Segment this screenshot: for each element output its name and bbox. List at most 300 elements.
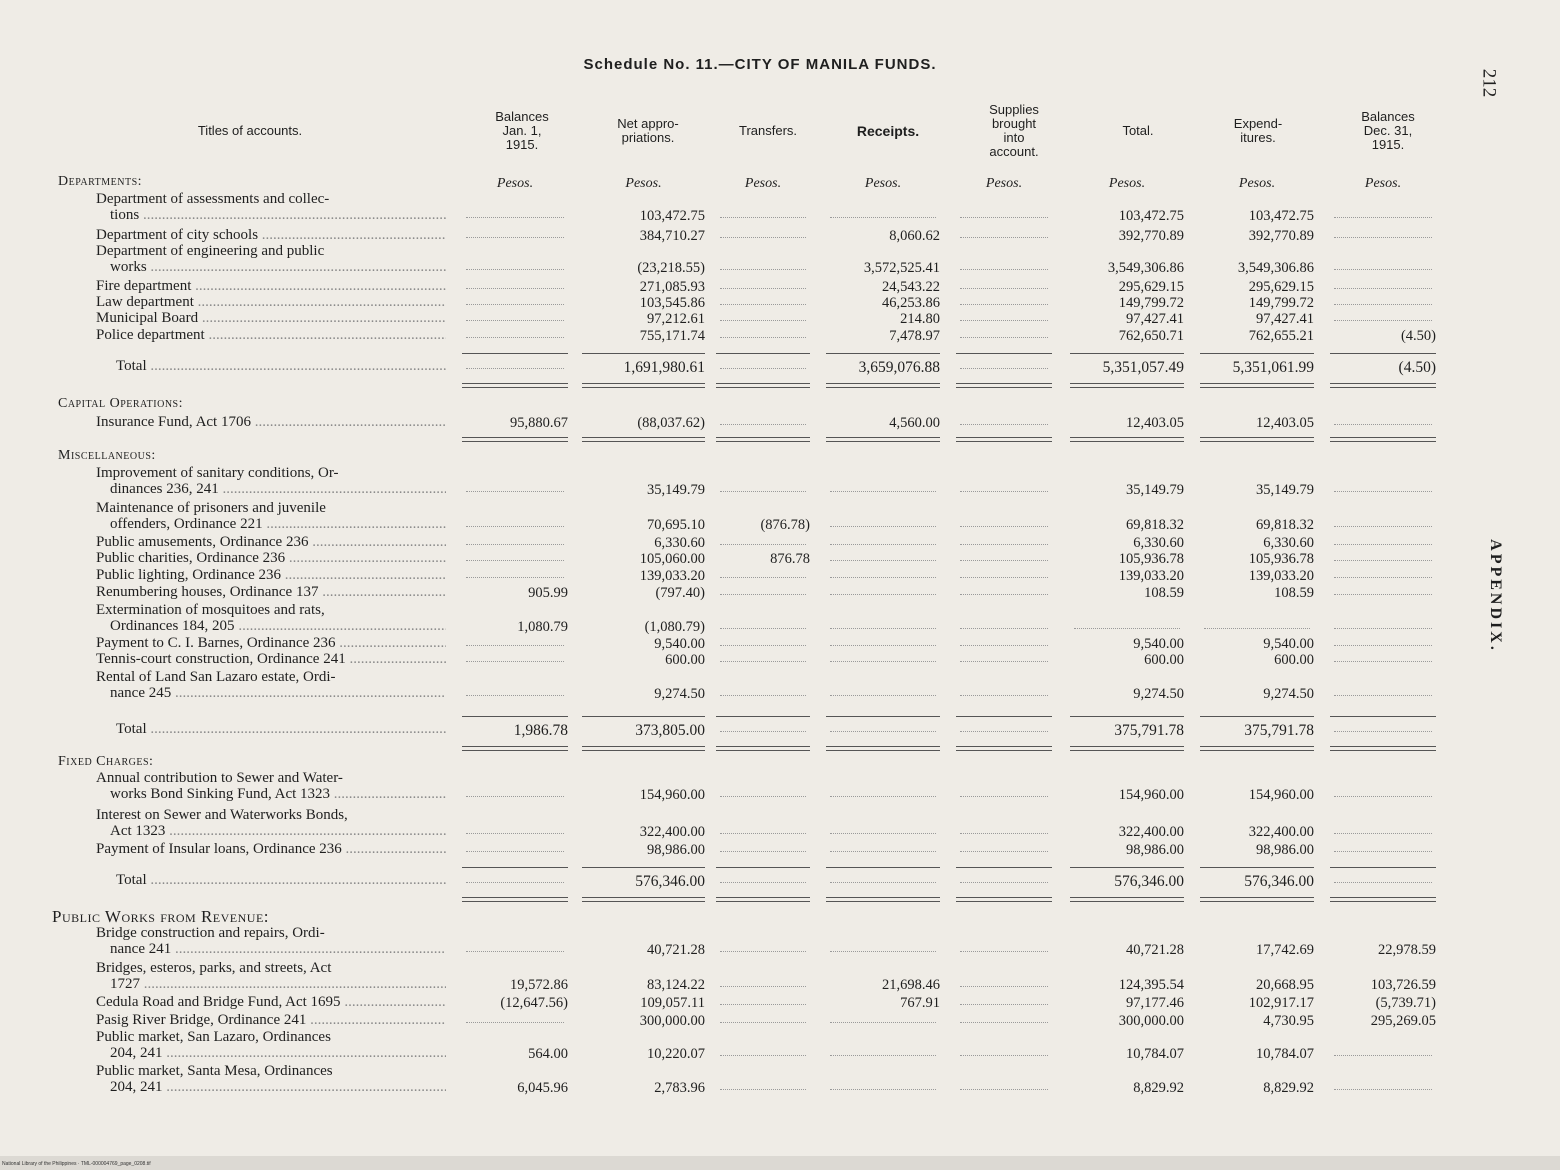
- amount-cell: 10,784.07: [1256, 1046, 1314, 1062]
- leader-dots: [1334, 731, 1432, 732]
- leader-dots: [960, 882, 1048, 883]
- amount-cell: 154,960.00: [1248, 787, 1314, 803]
- section-double-rule: [1070, 437, 1184, 442]
- leader-dots: [720, 731, 806, 732]
- total-double-rule: [1330, 746, 1436, 751]
- leader-dots: [830, 1022, 936, 1023]
- account-title: Public lighting, Ordinance 236 .....: [96, 568, 446, 583]
- total-rule: [826, 353, 940, 354]
- total-double-rule: [582, 746, 705, 751]
- leader-dots: [960, 986, 1048, 987]
- leader-dots: [830, 491, 936, 492]
- amount-cell: 9,274.50: [1263, 686, 1314, 702]
- account-title: works Bond Sinking Fund, Act 1323 .....: [110, 787, 446, 802]
- unit-label: Pesos.: [744, 176, 782, 191]
- leader-dots: [466, 695, 564, 696]
- leader-dots: [466, 951, 564, 952]
- page-title: Schedule No. 11.—CITY OF MANILA FUNDS.: [583, 56, 937, 73]
- amount-cell: 1,986.78: [513, 722, 568, 739]
- section-departments: Departments:: [58, 174, 143, 189]
- leader-dots: [960, 269, 1048, 270]
- account-title: Payment to C. I. Barnes, Ordinance 236 .....: [96, 636, 446, 651]
- amount-cell: 322,400.00: [1118, 824, 1184, 840]
- amount-cell: 9,274.50: [654, 686, 705, 702]
- account-title: Public amusements, Ordinance 236 .....: [96, 535, 446, 550]
- amount-cell: 69,818.32: [1126, 517, 1184, 533]
- leader-dots: [830, 796, 936, 797]
- leader-dots: [720, 986, 806, 987]
- section-double-rule: [826, 437, 940, 442]
- amount-cell: 576,346.00: [635, 873, 705, 890]
- amount-cell: 3,549,306.86: [1237, 260, 1314, 276]
- page-number: 212: [1478, 68, 1500, 98]
- account-title: works .....: [110, 260, 446, 275]
- leader-dots: [720, 217, 806, 218]
- leader-dots: [466, 882, 564, 883]
- amount-cell: 295,629.15: [1118, 279, 1184, 295]
- leader-dots: [720, 695, 806, 696]
- amount-cell: 95,880.67: [510, 415, 568, 431]
- leader-dots: [960, 577, 1048, 578]
- amount-cell: 3,572,525.41: [863, 260, 940, 276]
- total-double-rule: [1330, 897, 1436, 902]
- amount-cell: 6,045.96: [517, 1080, 568, 1096]
- account-title: Pasig River Bridge, Ordinance 241 .....: [96, 1013, 446, 1028]
- account-title: Tennis-court construction, Ordinance 241 .....: [96, 652, 446, 667]
- total-rule: [716, 716, 810, 717]
- total-rule: [462, 867, 568, 868]
- leader-dots: [720, 833, 806, 834]
- account-title: Insurance Fund, Act 1706 .....: [96, 415, 446, 430]
- amount-cell: 139,033.20: [1248, 568, 1314, 584]
- leader-dots: [960, 288, 1048, 289]
- account-title: Maintenance of prisoners and juvenile: [96, 501, 326, 516]
- amount-cell: (797.40): [655, 585, 705, 601]
- scan-bottom-strip: [0, 1156, 1560, 1170]
- amount-cell: (876.78): [760, 517, 810, 533]
- unit-label: Pesos.: [496, 176, 534, 191]
- amount-cell: 373,805.00: [635, 722, 705, 739]
- total-rule: [716, 353, 810, 354]
- leader-dots: [1334, 833, 1432, 834]
- amount-cell: 103,472.75: [639, 208, 705, 224]
- amount-cell: 97,427.41: [1126, 311, 1184, 327]
- account-title: Department of city schools .....: [96, 228, 446, 243]
- total-rule: [462, 716, 568, 717]
- total-rule: [1330, 353, 1436, 354]
- leader-dots: [960, 560, 1048, 561]
- total-rule: [1200, 716, 1314, 717]
- amount-cell: 70,695.10: [647, 517, 705, 533]
- amount-cell: 762,655.21: [1248, 328, 1314, 344]
- leader-dots: [720, 491, 806, 492]
- leader-dots: [960, 526, 1048, 527]
- leader-dots: [720, 594, 806, 595]
- total-double-rule: [1200, 746, 1314, 751]
- total-double-rule: [1070, 746, 1184, 751]
- leader-dots: [466, 833, 564, 834]
- amount-cell: 3,549,306.86: [1107, 260, 1184, 276]
- leader-dots: [830, 833, 936, 834]
- amount-cell: 105,936.78: [1248, 551, 1314, 567]
- leader-dots: [830, 628, 936, 629]
- amount-cell: 295,629.15: [1248, 279, 1314, 295]
- amount-cell: 17,742.69: [1256, 942, 1314, 958]
- account-title: 204, 241 .....: [110, 1080, 446, 1095]
- total-rule: [582, 353, 705, 354]
- amount-cell: 5,351,057.49: [1102, 359, 1184, 376]
- account-title: Municipal Board .....: [96, 311, 446, 326]
- amount-cell: 3,659,076.88: [858, 359, 940, 376]
- leader-dots: [720, 1022, 806, 1023]
- amount-cell: 6,330.60: [654, 535, 705, 551]
- amount-cell: 564.00: [528, 1046, 568, 1062]
- header-expenditures: Expend- itures.: [1233, 116, 1283, 145]
- leader-dots: [830, 1089, 936, 1090]
- leader-dots: [960, 217, 1048, 218]
- unit-label: Pesos.: [1108, 176, 1146, 191]
- total-double-rule: [582, 897, 705, 902]
- amount-cell: 22,978.59: [1378, 942, 1436, 958]
- leader-dots: [1334, 645, 1432, 646]
- leader-dots: [720, 882, 806, 883]
- amount-cell: 9,540.00: [1263, 636, 1314, 652]
- amount-cell: 322,400.00: [639, 824, 705, 840]
- amount-cell: 40,721.28: [1126, 942, 1184, 958]
- leader-dots: [720, 1089, 806, 1090]
- leader-dots: [1334, 695, 1432, 696]
- leader-dots: [720, 1055, 806, 1056]
- amount-cell: 21,698.46: [882, 977, 940, 993]
- leader-dots: [720, 424, 806, 425]
- leader-dots: [1074, 628, 1180, 629]
- amount-cell: 9,540.00: [1133, 636, 1184, 652]
- total-double-rule: [956, 746, 1052, 751]
- amount-cell: 1,691,980.61: [623, 359, 705, 376]
- leader-dots: [720, 337, 806, 338]
- amount-cell: 40,721.28: [647, 942, 705, 958]
- account-title: Police department .....: [96, 328, 446, 343]
- unit-label: Pesos.: [625, 176, 662, 191]
- amount-cell: 97,427.41: [1256, 311, 1314, 327]
- leader-dots: [466, 796, 564, 797]
- amount-cell: 767.91: [900, 995, 940, 1011]
- total-rule: [1070, 716, 1184, 717]
- amount-cell: 600.00: [1144, 652, 1184, 668]
- leader-dots: [466, 851, 564, 852]
- section-misc: Miscellaneous:: [58, 448, 156, 463]
- amount-cell: 12,403.05: [1256, 415, 1314, 431]
- total-rule: [716, 867, 810, 868]
- unit-label: Pesos.: [1364, 176, 1402, 191]
- amount-cell: 97,177.46: [1126, 995, 1184, 1011]
- amount-cell: 98,986.00: [1256, 842, 1314, 858]
- account-title: offenders, Ordinance 221 .....: [110, 517, 446, 532]
- total-rule: [956, 867, 1052, 868]
- leader-dots: [466, 491, 564, 492]
- leader-dots: [1334, 628, 1432, 629]
- amount-cell: (23,218.55): [637, 260, 705, 276]
- leader-dots: [830, 526, 936, 527]
- amount-cell: 35,149.79: [1256, 482, 1314, 498]
- amount-cell: 576,346.00: [1114, 873, 1184, 890]
- amount-cell: 375,791.78: [1244, 722, 1314, 739]
- amount-cell: 9,274.50: [1133, 686, 1184, 702]
- total-rule: [462, 353, 568, 354]
- leader-dots: [720, 951, 806, 952]
- leader-dots: [1334, 304, 1432, 305]
- amount-cell: 7,478.97: [889, 328, 940, 344]
- account-title: Improvement of sanitary conditions, Or-: [96, 466, 339, 481]
- leader-dots: [466, 645, 564, 646]
- section-double-rule: [956, 437, 1052, 442]
- total-double-rule: [956, 383, 1052, 388]
- leader-dots: [466, 269, 564, 270]
- amount-cell: 905.99: [528, 585, 568, 601]
- leader-dots: [960, 796, 1048, 797]
- total-rule: [1330, 716, 1436, 717]
- amount-cell: 97,212.61: [647, 311, 705, 327]
- section-double-rule: [1330, 437, 1436, 442]
- total-double-rule: [826, 746, 940, 751]
- section-capital: Capital Operations:: [58, 396, 183, 411]
- account-title: Fire department .....: [96, 279, 446, 294]
- total-double-rule: [1200, 897, 1314, 902]
- leader-dots: [960, 661, 1048, 662]
- amount-cell: 154,960.00: [639, 787, 705, 803]
- leader-dots: [960, 544, 1048, 545]
- account-title: Interest on Sewer and Waterworks Bonds,: [96, 808, 348, 823]
- leader-dots: [720, 544, 806, 545]
- leader-dots: [1334, 526, 1432, 527]
- total-label: Total .....: [116, 359, 446, 374]
- amount-cell: 102,917.17: [1248, 995, 1314, 1011]
- amount-cell: 149,799.72: [1118, 295, 1184, 311]
- amount-cell: (4.50): [1398, 359, 1436, 376]
- amount-cell: 2,783.96: [654, 1080, 705, 1096]
- leader-dots: [830, 661, 936, 662]
- leader-dots: [960, 645, 1048, 646]
- leader-dots: [1334, 851, 1432, 852]
- amount-cell: 103,545.86: [639, 295, 705, 311]
- total-rule: [1330, 867, 1436, 868]
- total-rule: [582, 716, 705, 717]
- amount-cell: 10,220.07: [647, 1046, 705, 1062]
- account-title: Public market, San Lazaro, Ordinances: [96, 1030, 331, 1045]
- leader-dots: [830, 951, 936, 952]
- leader-dots: [720, 661, 806, 662]
- leader-dots: [960, 304, 1048, 305]
- total-rule: [1070, 867, 1184, 868]
- amount-cell: 762,650.71: [1118, 328, 1184, 344]
- amount-cell: 876.78: [770, 551, 810, 567]
- leader-dots: [1334, 320, 1432, 321]
- total-rule: [826, 716, 940, 717]
- total-double-rule: [462, 897, 568, 902]
- appendix-side-label: APPENDIX.: [1487, 539, 1504, 653]
- unit-label: Pesos.: [985, 176, 1023, 191]
- amount-cell: 124,395.54: [1118, 977, 1184, 993]
- amount-cell: 108.59: [1144, 585, 1184, 601]
- account-title: Public charities, Ordinance 236 .....: [96, 551, 446, 566]
- account-title: 204, 241 .....: [110, 1046, 446, 1061]
- leader-dots: [960, 320, 1048, 321]
- leader-dots: [1334, 661, 1432, 662]
- header-transfers: Transfers.: [738, 123, 798, 138]
- account-title: nance 245 .....: [110, 686, 446, 701]
- total-double-rule: [956, 897, 1052, 902]
- account-title: Law department .....: [96, 295, 446, 310]
- amount-cell: 6,330.60: [1133, 535, 1184, 551]
- leader-dots: [720, 368, 806, 369]
- leader-dots: [1204, 628, 1310, 629]
- leader-dots: [1334, 491, 1432, 492]
- header-titles: Titles of accounts.: [197, 123, 303, 138]
- section-public-works: Public Works from Revenue:: [52, 907, 270, 926]
- account-title: Act 1323 .....: [110, 824, 446, 839]
- leader-dots: [720, 851, 806, 852]
- leader-dots: [960, 237, 1048, 238]
- amount-cell: 69,818.32: [1256, 517, 1314, 533]
- section-double-rule: [462, 437, 568, 442]
- leader-dots: [830, 851, 936, 852]
- amount-cell: 375,791.78: [1114, 722, 1184, 739]
- total-double-rule: [462, 383, 568, 388]
- amount-cell: 300,000.00: [1118, 1013, 1184, 1029]
- leader-dots: [1334, 288, 1432, 289]
- total-rule: [956, 353, 1052, 354]
- account-title: 1727 .....: [110, 977, 446, 992]
- total-label: Total .....: [116, 722, 446, 737]
- leader-dots: [830, 544, 936, 545]
- leader-dots: [960, 833, 1048, 834]
- header-receipts: Receipts.: [856, 123, 920, 139]
- amount-cell: 300,000.00: [639, 1013, 705, 1029]
- amount-cell: 271,085.93: [639, 279, 705, 295]
- account-title: nance 241 .....: [110, 942, 446, 957]
- leader-dots: [466, 320, 564, 321]
- amount-cell: (1,080.79): [644, 619, 705, 635]
- leader-dots: [1334, 217, 1432, 218]
- leader-dots: [1334, 237, 1432, 238]
- amount-cell: 5,351,061.99: [1232, 359, 1314, 376]
- amount-cell: 108.59: [1274, 585, 1314, 601]
- leader-dots: [830, 217, 936, 218]
- leader-dots: [960, 851, 1048, 852]
- amount-cell: 576,346.00: [1244, 873, 1314, 890]
- account-title: dinances 236, 241 .....: [110, 482, 446, 497]
- leader-dots: [466, 577, 564, 578]
- amount-cell: 4,730.95: [1263, 1013, 1314, 1029]
- amount-cell: (5,739.71): [1375, 995, 1436, 1011]
- amount-cell: 103,726.59: [1370, 977, 1436, 993]
- leader-dots: [466, 661, 564, 662]
- leader-dots: [466, 217, 564, 218]
- amount-cell: 105,060.00: [639, 551, 705, 567]
- account-title: Extermination of mosquitoes and rats,: [96, 603, 325, 618]
- leader-dots: [720, 269, 806, 270]
- amount-cell: 392,770.89: [1118, 228, 1184, 244]
- account-title: Renumbering houses, Ordinance 137 .....: [96, 585, 446, 600]
- amount-cell: 4,560.00: [889, 415, 940, 431]
- leader-dots: [830, 577, 936, 578]
- total-double-rule: [1070, 383, 1184, 388]
- header-supplies: Supplies brought into account.: [989, 102, 1039, 159]
- leader-dots: [466, 526, 564, 527]
- leader-dots: [960, 1089, 1048, 1090]
- amount-cell: 98,986.00: [647, 842, 705, 858]
- leader-dots: [830, 560, 936, 561]
- header-balances-dec: Balances Dec. 31, 1915.: [1361, 109, 1415, 152]
- total-double-rule: [716, 746, 810, 751]
- account-title: Annual contribution to Sewer and Water-: [96, 771, 343, 786]
- leader-dots: [720, 1004, 806, 1005]
- account-title: Bridge construction and repairs, Ordi-: [96, 926, 325, 941]
- total-double-rule: [582, 383, 705, 388]
- total-double-rule: [716, 897, 810, 902]
- leader-dots: [830, 594, 936, 595]
- total-rule: [1200, 867, 1314, 868]
- leader-dots: [960, 1055, 1048, 1056]
- scan-note: National Library of the Philippines · TML-000004769_page_0208.tif: [2, 1161, 151, 1167]
- leader-dots: [960, 337, 1048, 338]
- total-double-rule: [1200, 383, 1314, 388]
- account-title: Ordinances 184, 205 .....: [110, 619, 446, 634]
- leader-dots: [960, 731, 1048, 732]
- leader-dots: [960, 951, 1048, 952]
- amount-cell: 46,253.86: [882, 295, 940, 311]
- total-double-rule: [716, 383, 810, 388]
- account-title: Department of assessments and collec-: [96, 192, 330, 207]
- amount-cell: 98,986.00: [1126, 842, 1184, 858]
- amount-cell: 8,829.92: [1133, 1080, 1184, 1096]
- leader-dots: [1334, 560, 1432, 561]
- amount-cell: 35,149.79: [647, 482, 705, 498]
- leader-dots: [830, 882, 936, 883]
- amount-cell: 384,710.27: [639, 228, 705, 244]
- leader-dots: [466, 560, 564, 561]
- leader-dots: [1334, 1055, 1432, 1056]
- amount-cell: 139,033.20: [639, 568, 705, 584]
- leader-dots: [466, 288, 564, 289]
- leader-dots: [960, 368, 1048, 369]
- leader-dots: [466, 237, 564, 238]
- amount-cell: 1,080.79: [517, 619, 568, 635]
- leader-dots: [1334, 269, 1432, 270]
- total-double-rule: [462, 746, 568, 751]
- leader-dots: [960, 1004, 1048, 1005]
- account-title: tions .....: [110, 208, 446, 223]
- amount-cell: 392,770.89: [1248, 228, 1314, 244]
- account-title: Bridges, esteros, parks, and streets, Act: [96, 961, 332, 976]
- leader-dots: [960, 594, 1048, 595]
- leader-dots: [720, 577, 806, 578]
- total-rule: [826, 867, 940, 868]
- amount-cell: 109,057.11: [640, 995, 705, 1011]
- leader-dots: [960, 628, 1048, 629]
- leader-dots: [720, 645, 806, 646]
- leader-dots: [1334, 882, 1432, 883]
- leader-dots: [1334, 424, 1432, 425]
- section-double-rule: [716, 437, 810, 442]
- amount-cell: 9,540.00: [654, 636, 705, 652]
- leader-dots: [720, 304, 806, 305]
- amount-cell: 24,543.22: [882, 279, 940, 295]
- amount-cell: 103,472.75: [1118, 208, 1184, 224]
- amount-cell: 19,572.86: [510, 977, 568, 993]
- leader-dots: [960, 491, 1048, 492]
- total-rule: [582, 867, 705, 868]
